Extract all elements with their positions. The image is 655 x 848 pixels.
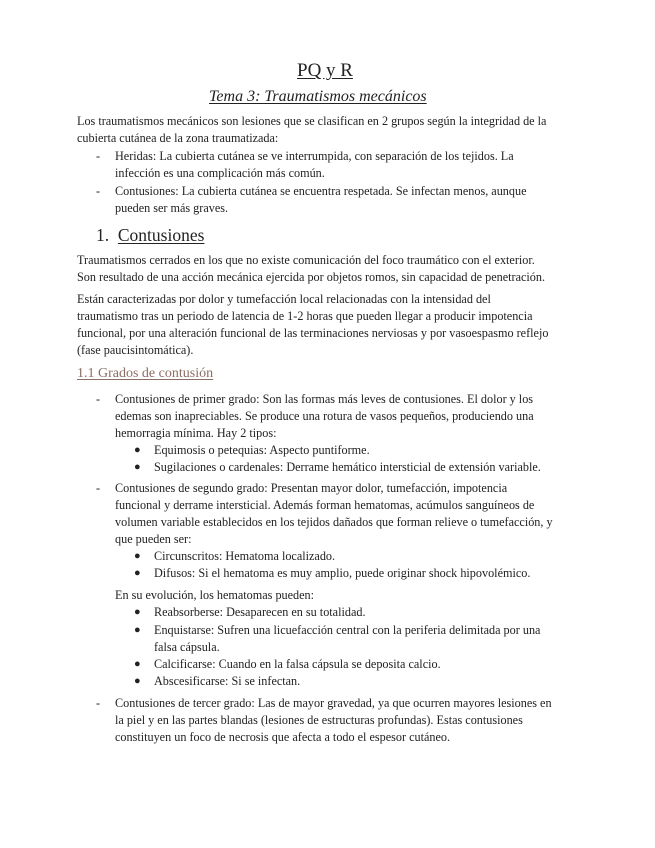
bullet-item: Difusos: Si el hematoma es muy amplio, puede originar shock hipovolémico.	[154, 566, 531, 580]
intro-line: cubierta cutánea de la zona traumatizada:	[77, 131, 279, 145]
bullet-marker: ●	[134, 461, 141, 473]
list-item-line: hemorragia mínima. Hay 2 tipos:	[115, 426, 277, 440]
list-item-line: Contusiones de tercer grado: Las de mayor gravedad, ya que ocurren mayores lesiones en	[115, 696, 552, 710]
bullet-item: Sugilaciones o cardenales: Derrame hemático intersticial de extensión variable.	[154, 460, 541, 474]
bullet-marker: ●	[134, 606, 141, 618]
list-item-line: Contusiones de primer grado: Son las formas más leves de contusiones. El dolor y los	[115, 392, 534, 406]
paragraph-line: Traumatismos cerrados en los que no existe comunicación del foco traumático con el exterior.	[77, 253, 535, 267]
list-item-line: funcional y derrame intersticial. Además forman hematomas, acúmulos sanguíneos de	[115, 498, 535, 512]
intro-line: Los traumatismos mecánicos son lesiones que se clasifican en 2 grupos según la integridad de la	[77, 114, 547, 128]
evolution-intro: En su evolución, los hematomas pueden:	[115, 588, 315, 602]
section-title: Contusiones	[117, 225, 205, 245]
dash-marker: -	[96, 149, 101, 163]
paragraph-line: funcional, por una alteración funcional de las terminaciones nerviosas y por vasoespasmo reflejo	[77, 326, 549, 340]
bullet-marker: ●	[134, 675, 141, 687]
bullet-marker: ●	[134, 658, 141, 670]
list-item-line: volumen variable establecidos en los tejidos dañados que forman relieve o tumefacción, y	[115, 515, 553, 529]
bullet-item: Reabsorberse: Desaparecen en su totalidad.	[154, 605, 366, 619]
paragraph-line: (fase paucisintomática).	[77, 343, 194, 357]
dash-marker: -	[96, 392, 101, 406]
list-item-line: constituyen un foco de necrosis que afecta a todo el espesor cutáneo.	[115, 730, 451, 744]
document-title: PQ y R	[297, 60, 353, 81]
paragraph-line: Están caracterizadas por dolor y tumefacción local relacionadas con la intensidad del	[77, 292, 491, 306]
bullet-item: Circunscritos: Hematoma localizado.	[154, 549, 336, 563]
list-item-line: edemas son inapreciables. Se produce una rotura de vasos pequeños, produciendo una	[115, 409, 534, 423]
list-item-line: pueden ser más graves.	[115, 201, 229, 215]
bullet-item: Abscesificarse: Si se infectan.	[154, 674, 301, 688]
list-item-line: Contusiones de segundo grado: Presentan mayor dolor, tumefacción, impotencia	[115, 481, 508, 495]
paragraph-line: traumatismo tras un periodo de latencia de 1-2 horas que pueden llegar a producir impotencia	[77, 309, 533, 323]
document-subtitle: Tema 3: Traumatismos mecánicos	[209, 88, 427, 105]
dash-marker: -	[96, 481, 101, 495]
bullet-marker: ●	[134, 550, 141, 562]
list-item-line: Heridas: La cubierta cutánea se ve interrumpida, con separación de los tejidos. La	[115, 149, 514, 163]
bullet-marker: ●	[134, 624, 141, 636]
bullet-item: falsa cápsula.	[154, 640, 220, 654]
list-item-line: Contusiones: La cubierta cutánea se encuentra respetada. Se infectan menos, aunque	[115, 184, 527, 198]
list-item-line: que pueden ser:	[115, 532, 192, 546]
list-item-line: la piel y en las partes blandas (lesiones de estructuras profundas). Estas contusiones	[115, 713, 523, 727]
list-item-line: infección es una complicación más común.	[115, 166, 325, 180]
bullet-marker: ●	[134, 567, 141, 579]
paragraph-line: Son resultado de una acción mecánica ejercida por objetos romos, sin capacidad de penetración.	[77, 270, 546, 284]
section-heading	[96, 225, 204, 246]
bullet-item: Equimosis o petequias: Aspecto puntiforme.	[154, 443, 370, 457]
dash-marker: -	[96, 184, 101, 198]
subsection-heading: 1.1 Grados de contusión	[77, 366, 214, 381]
bullet-item: Enquistarse: Sufren una licuefacción central con la periferia delimitada por una	[154, 623, 541, 637]
section-number: 1.	[96, 225, 110, 245]
bullet-marker: ●	[134, 444, 141, 456]
dash-marker: -	[96, 696, 101, 710]
bullet-item: Calcificarse: Cuando en la falsa cápsula se deposita calcio.	[154, 657, 441, 671]
